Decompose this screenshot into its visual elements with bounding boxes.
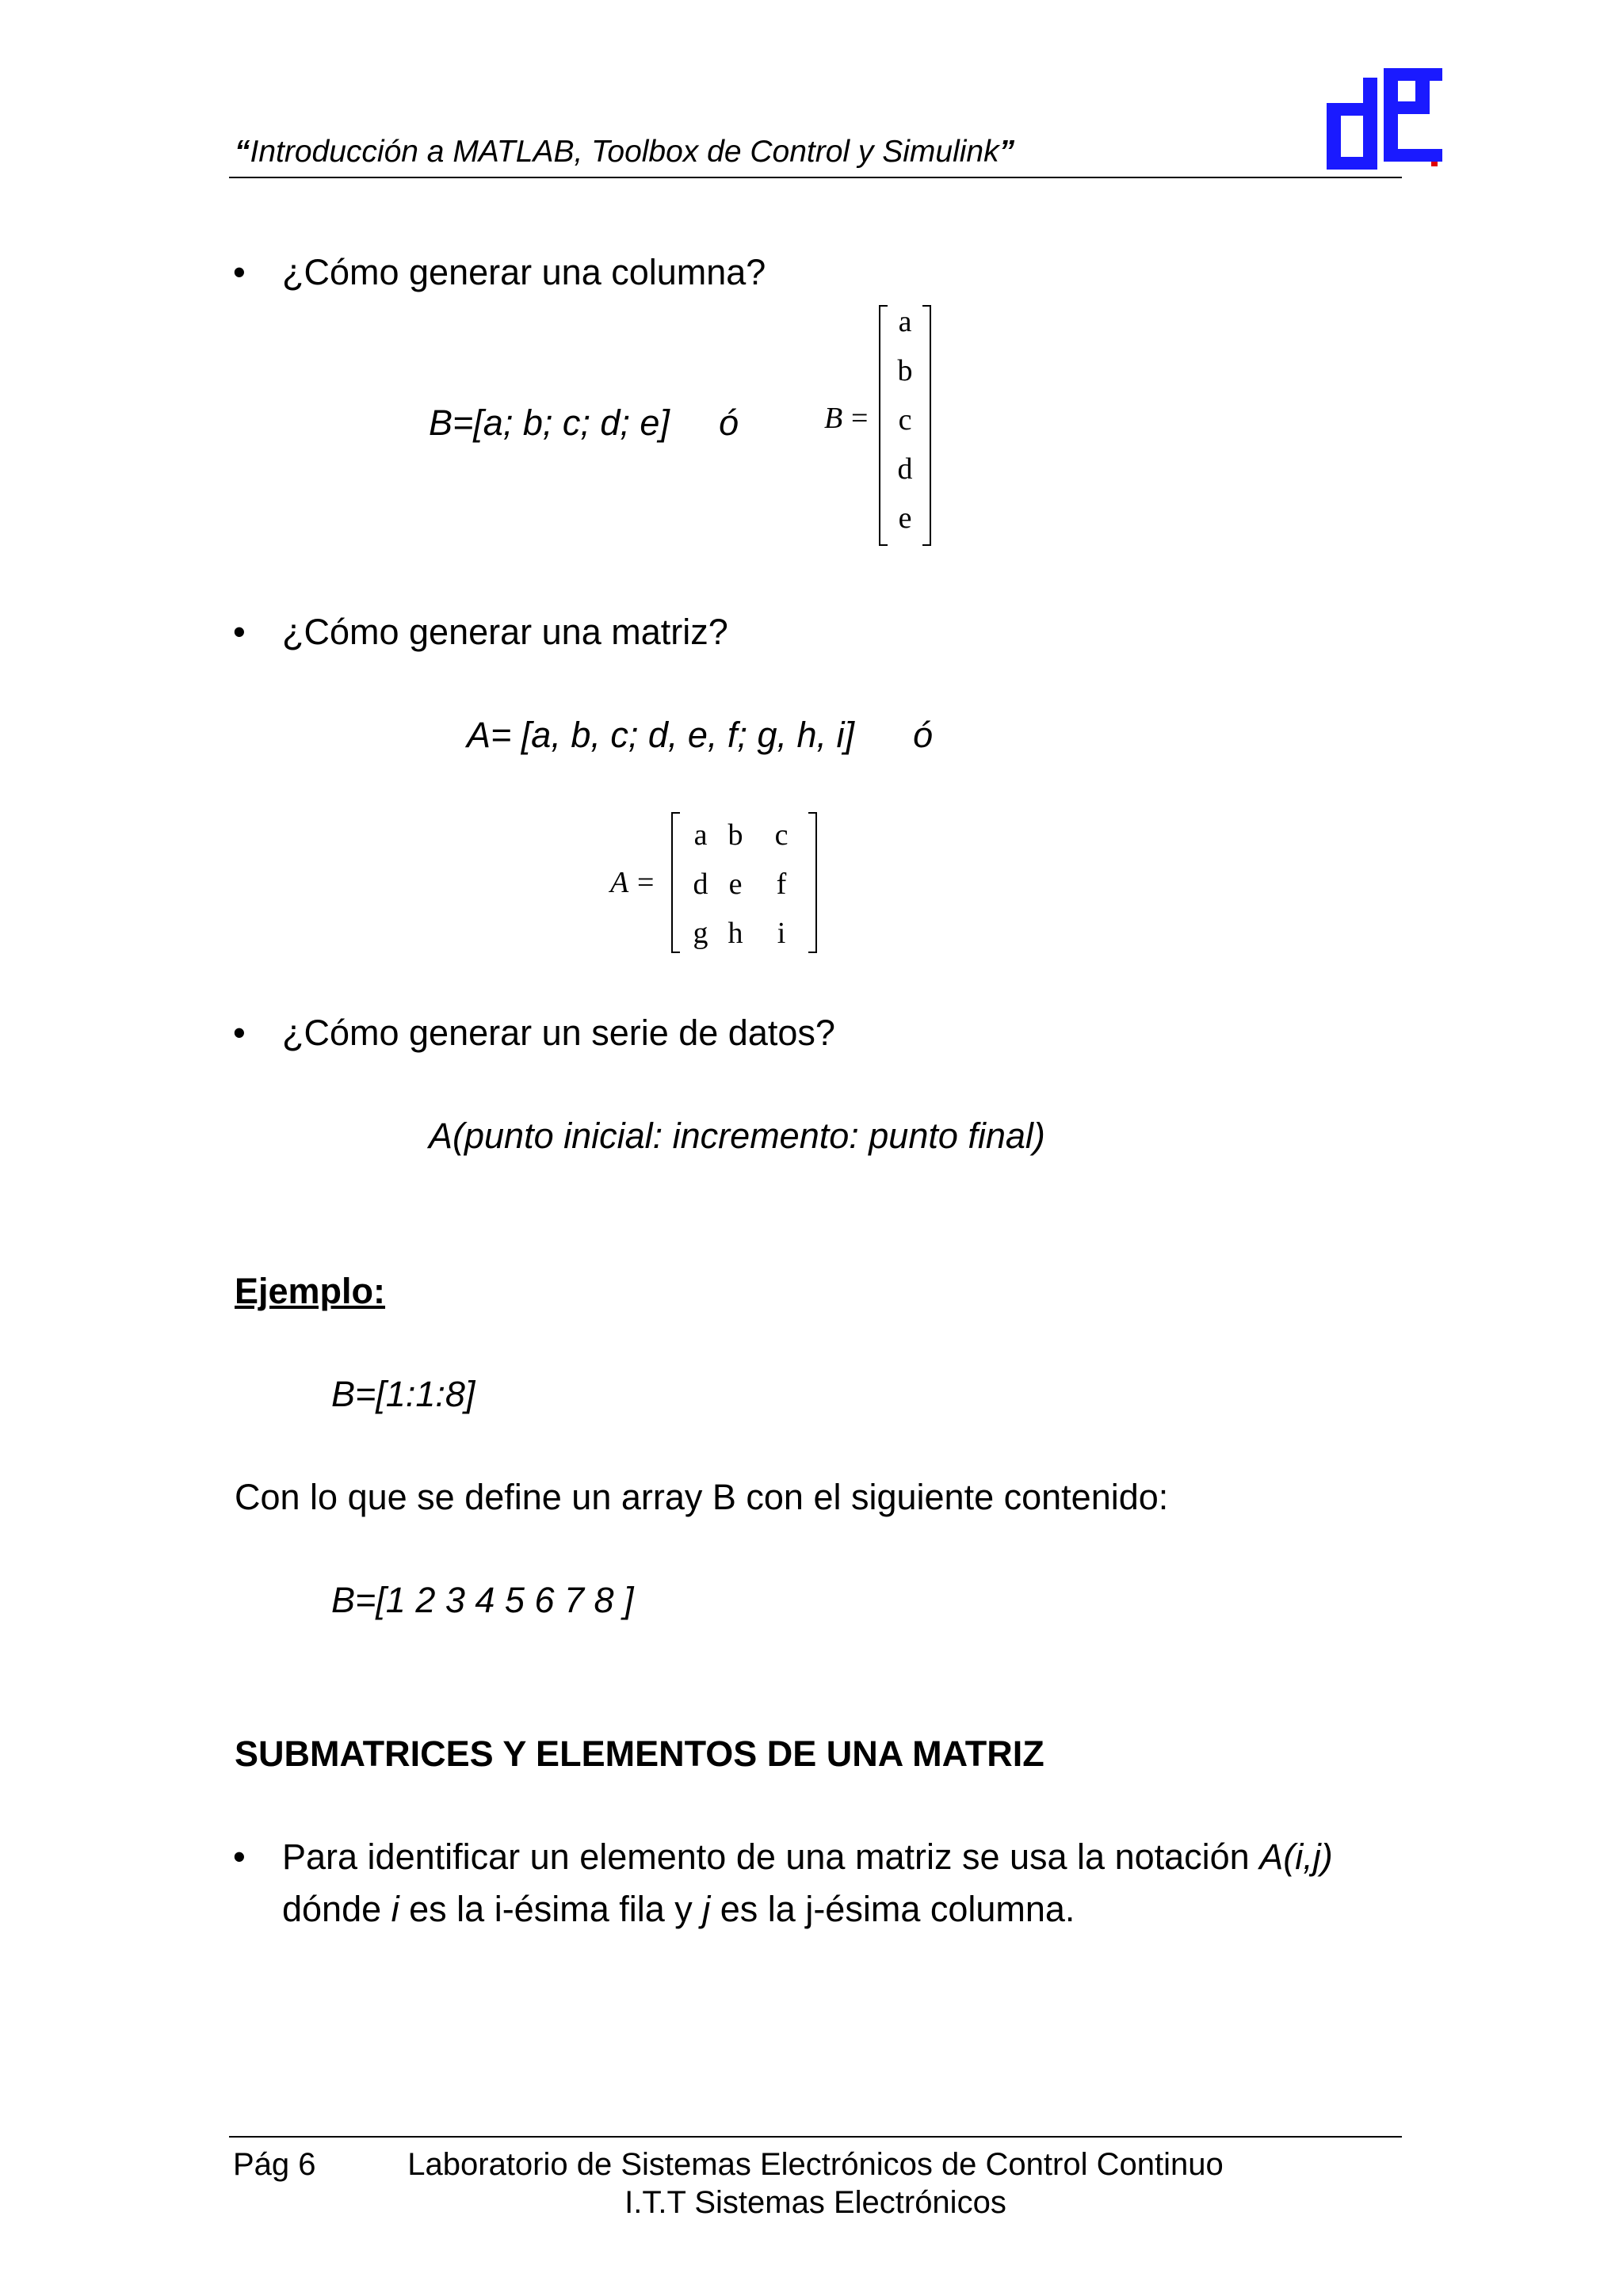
footer-page-number: Pág 6 <box>233 2147 316 2182</box>
footer-line-1: Laboratorio de Sistemas Electrónicos de Control Continuo <box>407 2147 1224 2182</box>
column-vector <box>816 303 943 550</box>
matrix-cell: a <box>693 818 708 852</box>
matrix-display <box>602 808 824 959</box>
matrix-cell: f <box>776 868 787 901</box>
bullet-matrix <box>233 612 728 653</box>
column-right-bracket <box>922 306 930 545</box>
example-heading: Ejemplo: <box>235 1271 386 1311</box>
column-equals: = <box>851 402 869 435</box>
dee-logo <box>1327 62 1445 173</box>
series-code-text: A(punto inicial: incremento: punto final) <box>429 1116 1045 1156</box>
column-item: e <box>898 502 912 535</box>
notation-line2-mid: es la i-ésima fila y <box>399 1889 703 1929</box>
example-code-2: B=[1 2 3 4 5 6 7 8 ] <box>331 1580 634 1620</box>
footer-rule <box>229 2136 1402 2138</box>
matrix-var: A <box>610 866 629 899</box>
matrix-equals: = <box>637 866 655 899</box>
example-code-1: B=[1:1:8] <box>331 1374 475 1414</box>
matrix-code-text: A= [a, b, c; d, e, f; g, h, i] <box>467 715 855 755</box>
matrix-cell: d <box>693 868 708 901</box>
bullet-element-notation <box>233 1836 1333 1878</box>
bullet-column-text: ¿Cómo generar una columna? <box>282 252 766 292</box>
notation-line2-post: es la j-ésima columna. <box>710 1889 1075 1929</box>
column-item: a <box>898 305 912 338</box>
header-close-quote: ” <box>999 135 1015 169</box>
document-header-title <box>235 135 1014 170</box>
bullet-dot: • <box>233 1013 246 1053</box>
section-title: SUBMATRICES Y ELEMENTOS DE UNA MATRIZ <box>235 1733 1044 1774</box>
notation-line2-pre: dónde <box>282 1889 391 1929</box>
header-title-text: Introducción a MATLAB, Toolbox de Control y Simulink <box>250 135 999 169</box>
bullet-matrix-text: ¿Cómo generar una matriz? <box>282 612 728 652</box>
column-code <box>429 402 670 444</box>
column-item: c <box>898 403 912 437</box>
bullet-dot: • <box>233 1836 246 1877</box>
column-code-text: B=[a; b; c; d; e] <box>429 402 670 443</box>
matrix-right-bracket <box>808 813 816 952</box>
bullet-series-text: ¿Cómo generar un serie de datos? <box>282 1013 835 1053</box>
notation-j: j <box>702 1889 711 1929</box>
column-left-bracket <box>880 306 888 545</box>
bullet-dot: • <box>233 612 246 652</box>
matrix-cell: h <box>727 917 743 950</box>
series-code <box>429 1116 1045 1157</box>
column-item: d <box>897 452 913 486</box>
column-var: B <box>824 402 843 435</box>
column-or-text: ó <box>719 402 739 443</box>
column-item: b <box>897 354 913 387</box>
matrix-cell: e <box>728 868 743 901</box>
notation-i: i <box>391 1889 399 1929</box>
matrix-cell: g <box>693 917 708 950</box>
matrix-cell: c <box>774 818 789 852</box>
header-open-quote: “ <box>235 135 250 169</box>
footer-line-2: I.T.T Sistemas Electrónicos <box>624 2185 1006 2220</box>
bullet-notation-line1: Para identificar un elemento de una matriz se usa la notación <box>282 1836 1260 1877</box>
matrix-left-bracket <box>672 813 680 952</box>
bullet-column <box>233 252 766 293</box>
header-rule <box>229 177 1402 178</box>
matrix-cell: i <box>777 917 786 950</box>
matrix-code <box>467 715 854 756</box>
notation-math: A(i,j) <box>1259 1836 1333 1877</box>
example-text: Con lo que se define un array B con el siguiente contenido: <box>235 1477 1169 1517</box>
bullet-series <box>233 1013 835 1054</box>
column-or <box>719 402 739 444</box>
matrix-or <box>913 715 933 756</box>
bullet-element-notation-line2 <box>282 1889 1075 1930</box>
matrix-cell: b <box>727 818 743 852</box>
matrix-or-text: ó <box>913 715 934 755</box>
bullet-dot: • <box>233 252 246 292</box>
